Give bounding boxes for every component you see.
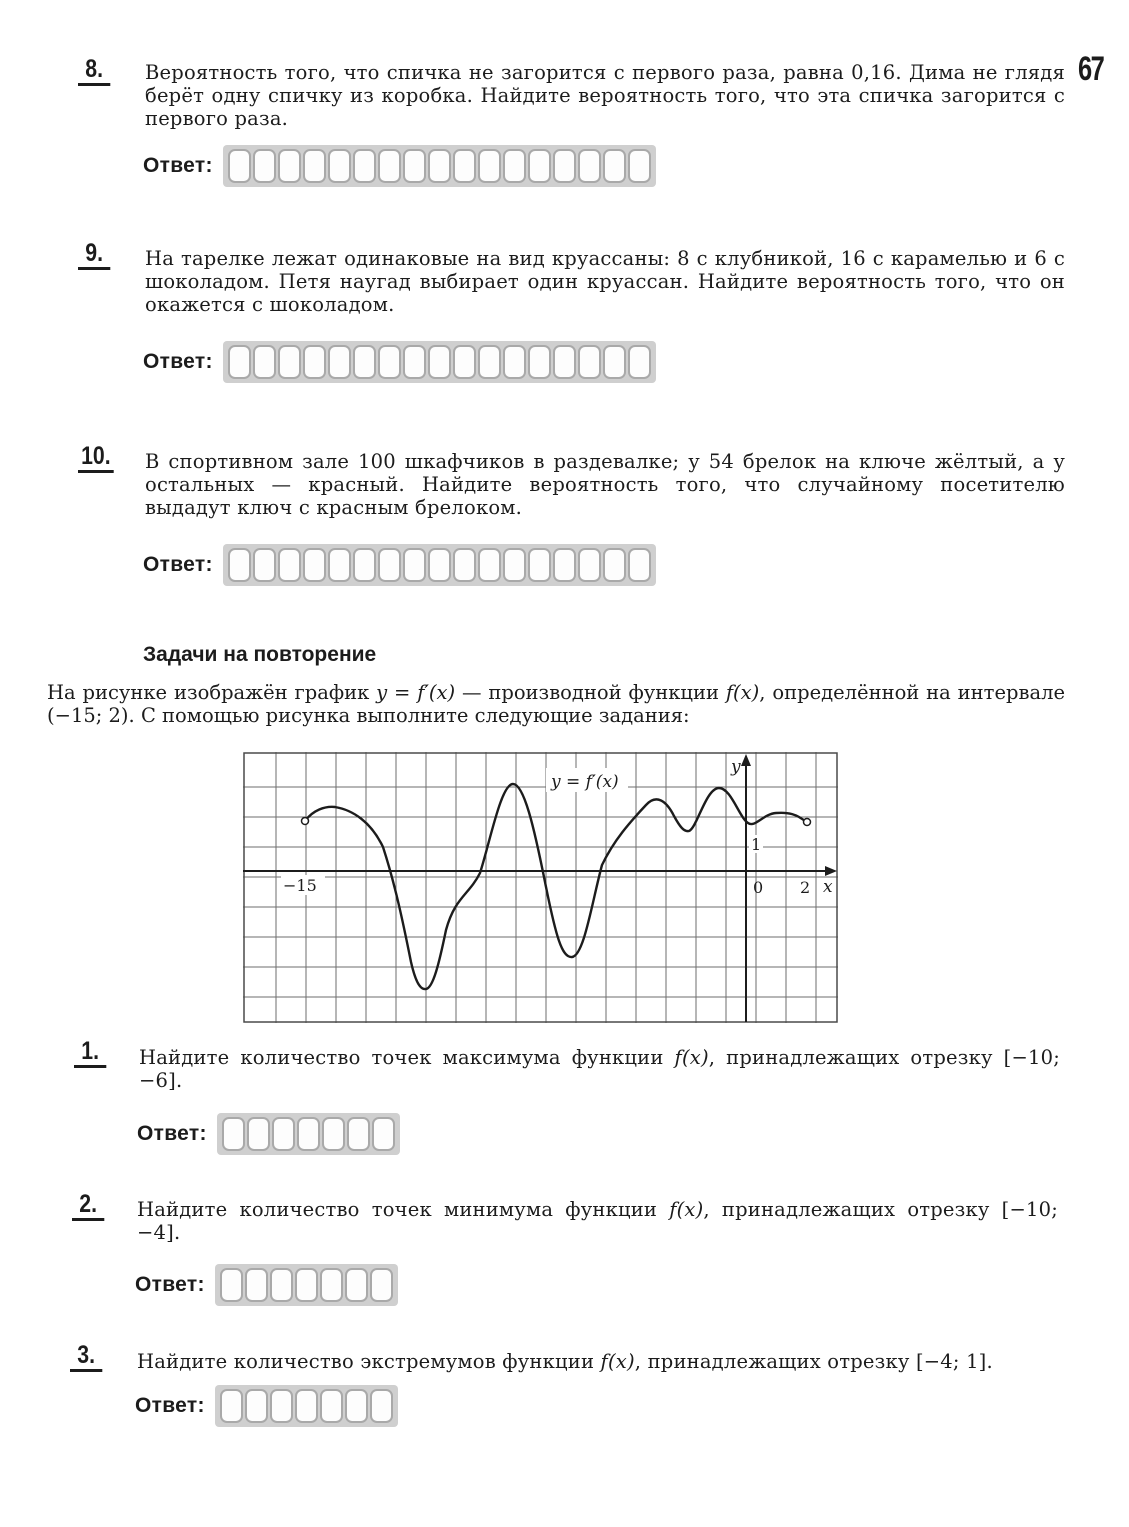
answer-cell[interactable] bbox=[553, 149, 576, 183]
answer-label: Ответ: bbox=[143, 154, 213, 177]
answer-input-grid[interactable] bbox=[215, 1385, 398, 1427]
answer-cell[interactable] bbox=[603, 149, 626, 183]
review-task-1-number: 1. bbox=[74, 1040, 106, 1068]
answer-cell[interactable] bbox=[603, 345, 626, 379]
answer-cell[interactable] bbox=[228, 345, 251, 379]
task-10-text: В спортивном зале 100 шкафчиков в раздевалке; у 54 брелок на ключе жёлтый, а у остальных — красный. Найдите вероятность того, что случайному посетителю выдадут ключ с красным брелоком. bbox=[145, 450, 1065, 519]
answer-cell[interactable] bbox=[222, 1117, 245, 1151]
answer-cell[interactable] bbox=[270, 1389, 293, 1423]
answer-cell[interactable] bbox=[253, 345, 276, 379]
answer-cell[interactable] bbox=[345, 1268, 368, 1302]
grid bbox=[243, 752, 838, 1023]
answer-cell[interactable] bbox=[378, 149, 401, 183]
review-task-1-text bbox=[139, 1046, 1060, 1092]
answer-cell[interactable] bbox=[220, 1268, 243, 1302]
section-intro bbox=[47, 681, 1065, 727]
answer-cell[interactable] bbox=[378, 345, 401, 379]
answer-label: Ответ: bbox=[135, 1394, 205, 1417]
intro-part-2: — производной функции bbox=[455, 681, 726, 704]
answer-cell[interactable] bbox=[303, 149, 326, 183]
derivative-curve bbox=[305, 784, 806, 989]
answer-cell[interactable] bbox=[295, 1268, 318, 1302]
answer-cell[interactable] bbox=[503, 345, 526, 379]
tick-x-2: 2 bbox=[800, 878, 811, 897]
answer-cell[interactable] bbox=[628, 149, 651, 183]
review-task-1-text-a: Найдите количество точек максимума функции bbox=[139, 1046, 675, 1069]
open-endpoint-right bbox=[804, 819, 811, 826]
answer-input-grid[interactable] bbox=[217, 1113, 400, 1155]
answer-cell[interactable] bbox=[245, 1268, 268, 1302]
review-task-2-text-a: Найдите количество точек минимума функции bbox=[137, 1198, 670, 1221]
answer-cell[interactable] bbox=[320, 1268, 343, 1302]
task-10-answer bbox=[143, 544, 656, 586]
review-task-1-answer bbox=[137, 1113, 400, 1155]
answer-cell[interactable] bbox=[353, 149, 376, 183]
review-task-2-text-b: , принадлежащих отрезку [−10; −4]. bbox=[137, 1198, 1058, 1244]
review-task-3-fx: f(x) bbox=[600, 1350, 635, 1373]
answer-label: Ответ: bbox=[137, 1122, 207, 1145]
y-axis-arrow bbox=[741, 754, 751, 766]
answer-cell[interactable] bbox=[553, 345, 576, 379]
answer-input-grid[interactable] bbox=[223, 341, 656, 383]
intro-formula: y = f′(x) bbox=[376, 681, 456, 704]
answer-label: Ответ: bbox=[143, 553, 213, 576]
answer-cell[interactable] bbox=[372, 1117, 395, 1151]
answer-cell[interactable] bbox=[578, 149, 601, 183]
answer-cell[interactable] bbox=[353, 345, 376, 379]
answer-cell[interactable] bbox=[528, 345, 551, 379]
answer-cell[interactable] bbox=[503, 548, 526, 582]
answer-cell[interactable] bbox=[328, 149, 351, 183]
task-8-text: Вероятность того, что спичка не загорится с первого раза, равна 0,16. Дима не глядя берёт одну спичку из коробка. Найдите вероятность того, что эта спичка загорится с первого раза. bbox=[145, 61, 1065, 130]
answer-cell[interactable] bbox=[228, 149, 251, 183]
task-8-answer bbox=[143, 145, 656, 187]
answer-cell[interactable] bbox=[628, 548, 651, 582]
answer-cell[interactable] bbox=[353, 548, 376, 582]
answer-cell[interactable] bbox=[347, 1117, 370, 1151]
answer-cell[interactable] bbox=[453, 345, 476, 379]
answer-cell[interactable] bbox=[320, 1389, 343, 1423]
answer-cell[interactable] bbox=[553, 548, 576, 582]
tick-y-1: 1 bbox=[751, 835, 762, 854]
answer-cell[interactable] bbox=[370, 1268, 393, 1302]
section-title: Задачи на повторение bbox=[143, 643, 377, 666]
intro-fx: f(x) bbox=[725, 681, 760, 704]
answer-cell[interactable] bbox=[345, 1389, 368, 1423]
answer-cell[interactable] bbox=[247, 1117, 270, 1151]
review-task-2-answer bbox=[135, 1264, 398, 1306]
answer-cell[interactable] bbox=[322, 1117, 345, 1151]
answer-cell[interactable] bbox=[228, 548, 251, 582]
derivative-graph bbox=[243, 752, 839, 1024]
answer-cell[interactable] bbox=[428, 149, 451, 183]
tick-x-minus-15: −15 bbox=[283, 876, 317, 895]
answer-cell[interactable] bbox=[528, 149, 551, 183]
task-8-number: 8. bbox=[78, 58, 110, 86]
answer-cell[interactable] bbox=[403, 345, 426, 379]
answer-cell[interactable] bbox=[403, 548, 426, 582]
review-task-3-text bbox=[137, 1350, 1058, 1373]
answer-cell[interactable] bbox=[253, 149, 276, 183]
page-number: 67 bbox=[1078, 50, 1104, 88]
review-task-3-text-a: Найдите количество экстремумов функции bbox=[137, 1350, 601, 1373]
answer-cell[interactable] bbox=[278, 345, 301, 379]
answer-cell[interactable] bbox=[628, 345, 651, 379]
answer-cell[interactable] bbox=[578, 548, 601, 582]
answer-cell[interactable] bbox=[503, 149, 526, 183]
answer-cell[interactable] bbox=[403, 149, 426, 183]
review-task-2-fx: f(x) bbox=[669, 1198, 704, 1221]
review-task-3-text-b: , принадлежащих отрезку [−4; 1]. bbox=[634, 1350, 993, 1373]
task-10-number: 10. bbox=[78, 445, 114, 473]
answer-cell[interactable] bbox=[328, 548, 351, 582]
answer-cell[interactable] bbox=[603, 548, 626, 582]
answer-cell[interactable] bbox=[303, 345, 326, 379]
answer-cell[interactable] bbox=[578, 345, 601, 379]
review-task-3-answer bbox=[135, 1385, 398, 1427]
curve-label: y = f′(x) bbox=[551, 772, 619, 792]
answer-cell[interactable] bbox=[370, 1389, 393, 1423]
answer-cell[interactable] bbox=[295, 1389, 318, 1423]
answer-cell[interactable] bbox=[303, 548, 326, 582]
answer-cell[interactable] bbox=[478, 345, 501, 379]
answer-label: Ответ: bbox=[143, 350, 213, 373]
answer-cell[interactable] bbox=[478, 548, 501, 582]
answer-cell[interactable] bbox=[528, 548, 551, 582]
answer-cell[interactable] bbox=[220, 1389, 243, 1423]
graph-frame bbox=[244, 753, 837, 1022]
answer-cell[interactable] bbox=[270, 1268, 293, 1302]
review-task-3-number: 3. bbox=[70, 1344, 102, 1372]
open-endpoint-left bbox=[302, 818, 309, 825]
answer-cell[interactable] bbox=[428, 548, 451, 582]
answer-cell[interactable] bbox=[378, 548, 401, 582]
answer-cell[interactable] bbox=[278, 149, 301, 183]
answer-cell[interactable] bbox=[253, 548, 276, 582]
y-axis-label: y bbox=[731, 757, 741, 777]
review-task-2-text bbox=[137, 1198, 1058, 1244]
answer-cell[interactable] bbox=[428, 345, 451, 379]
task-9-answer bbox=[143, 341, 656, 383]
tick-x-0: 0 bbox=[753, 878, 764, 897]
task-9-number: 9. bbox=[78, 242, 110, 270]
answer-cell[interactable] bbox=[453, 548, 476, 582]
answer-label: Ответ: bbox=[135, 1273, 205, 1296]
review-task-1-fx: f(x) bbox=[674, 1046, 709, 1069]
x-axis-label: x bbox=[823, 877, 833, 897]
review-task-1-text-b: , принадлежащих отрезку [−10; −6]. bbox=[139, 1046, 1060, 1092]
answer-cell[interactable] bbox=[453, 149, 476, 183]
answer-cell[interactable] bbox=[478, 149, 501, 183]
answer-input-grid[interactable] bbox=[223, 544, 656, 586]
review-task-2-number: 2. bbox=[72, 1193, 104, 1221]
intro-part-1: На рисунке изображён график bbox=[47, 681, 377, 704]
intro-part-3: , определённой на интервале (−15; 2). С помощью рисунка выполните следующие задания: bbox=[47, 681, 1065, 727]
answer-cell[interactable] bbox=[272, 1117, 295, 1151]
answer-cell[interactable] bbox=[278, 548, 301, 582]
answer-cell[interactable] bbox=[245, 1389, 268, 1423]
x-axis-arrow bbox=[825, 866, 837, 876]
answer-input-grid[interactable] bbox=[223, 145, 656, 187]
answer-cell[interactable] bbox=[297, 1117, 320, 1151]
answer-input-grid[interactable] bbox=[215, 1264, 398, 1306]
answer-cell[interactable] bbox=[328, 345, 351, 379]
task-9-text: На тарелке лежат одинаковые на вид круассаны: 8 с клубникой, 16 с карамелью и 6 с шоколадом. Петя наугад выбирает один круассан. Найдите вероятность того, что он окажется с шоколадом. bbox=[145, 247, 1065, 316]
